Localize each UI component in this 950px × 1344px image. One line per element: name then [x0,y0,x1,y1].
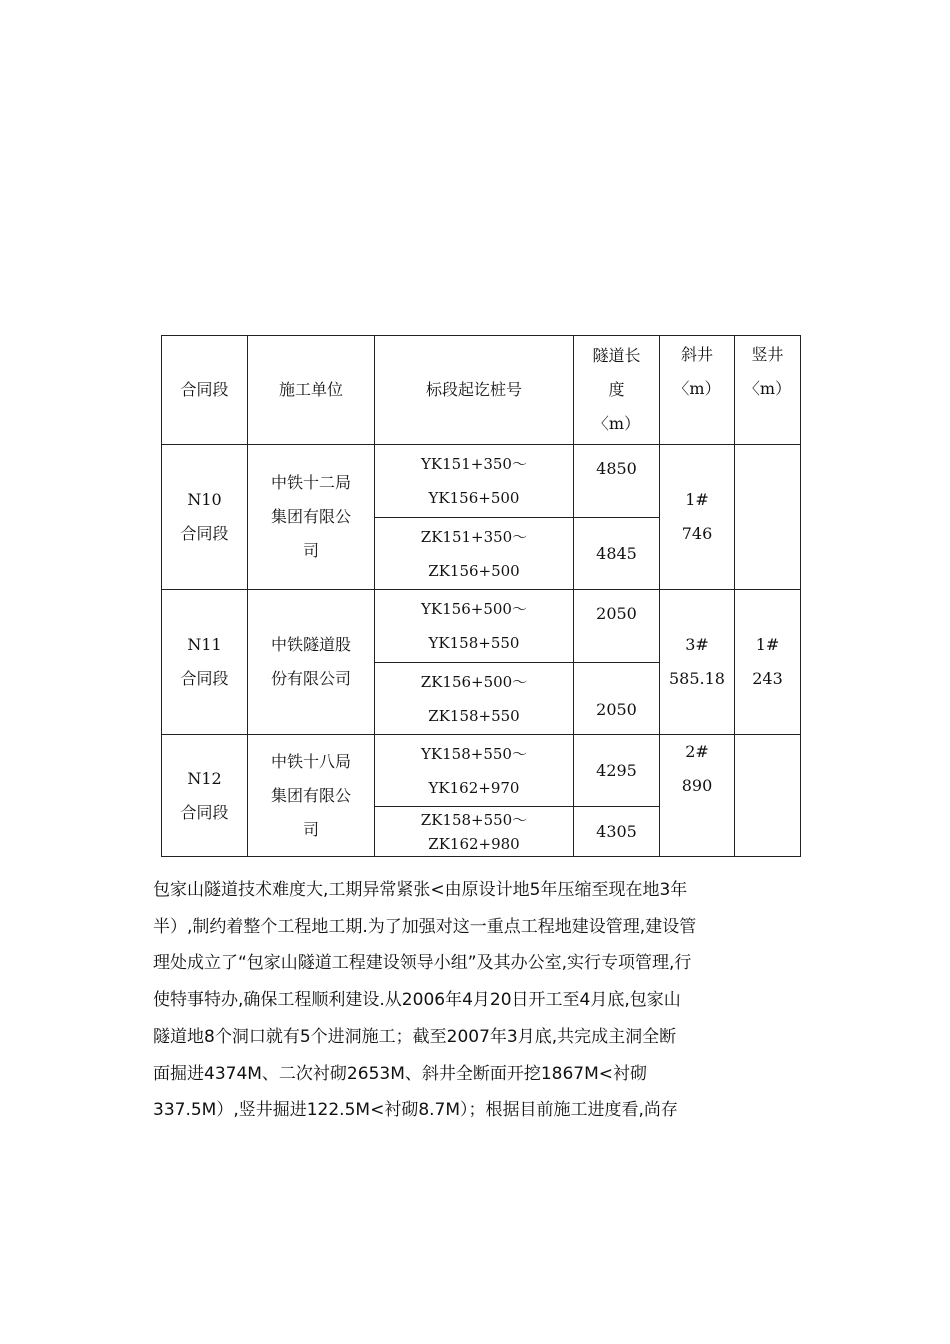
header-vertical-line1: 竖井 [751,345,784,364]
incline-length: 746 [681,524,713,543]
unit-line: 司 [302,819,319,839]
segment-code: N10 [187,490,222,509]
stake-end: YK156+500 [428,489,520,507]
header-stake: 标段起讫桩号 [375,336,574,445]
length-cell: 4845 [574,518,660,590]
length-cell: 2050 [574,663,660,735]
unit-line: 中铁十八局 [270,751,351,771]
stake-start: YK151+350～ [421,455,527,473]
header-length-line1: 隧道长 [592,346,641,365]
stake-end: ZK162+980 [428,834,520,853]
header-length-line3: 〈m） [592,414,641,433]
unit-line: 份有限公司 [270,669,351,688]
stake-start: ZK156+500～ [420,672,528,691]
paragraph-line: 包家山隧道技术难度大,工期异常紧张<由原设计地5年压缩至现在地3年 [153,880,688,900]
unit-cell [248,590,375,735]
incline-cell [660,445,735,590]
length-cell: 4295 [574,735,660,807]
table-header-row [162,336,801,445]
table-row [162,590,801,663]
length-cell: 4850 [574,445,660,518]
incline-cell [660,590,735,735]
header-length-line2: 度 [608,380,625,399]
vertical-id: 1# [755,635,780,654]
stake-start: YK156+500～ [421,600,527,618]
header-vertical-shaft [735,336,801,445]
unit-line: 集团有限公 [270,785,351,805]
stake-cell [375,663,574,735]
unit-line: 中铁十二局 [270,473,351,492]
segment-code: N12 [187,768,222,788]
vertical-cell [735,735,801,857]
segment-cell [162,590,248,735]
table-row [162,735,801,807]
stake-start: ZK158+550～ [420,810,528,829]
stake-end: YK158+550 [428,634,520,652]
segment-suffix: 合同段 [180,669,229,688]
stake-start: YK158+550～ [421,744,527,763]
stake-cell [375,445,574,518]
segment-code: N11 [187,635,222,654]
incline-cell [660,735,735,857]
stake-cell [375,590,574,663]
table-row [162,445,801,518]
unit-line: 集团有限公 [270,507,351,526]
length-cell: 2050 [574,590,660,663]
incline-id: 2# [685,742,709,761]
unit-line: 中铁隧道股 [270,635,351,654]
vertical-cell [735,445,801,590]
segment-cell [162,735,248,857]
header-segment: 合同段 [162,336,248,445]
header-incline-line2: 〈m） [673,379,721,398]
header-vertical-line2: 〈m） [743,379,792,398]
incline-id: 1# [685,490,709,509]
stake-start: ZK151+350～ [420,527,528,546]
paragraph-line: 面掘进4374M、二次衬砌2653M、斜井全断面开挖1867M<衬砌 [153,1063,648,1084]
stake-cell [375,518,574,590]
unit-line: 司 [302,541,319,560]
paragraph-line: 隧道地8个洞口就有5个进洞施工；截至2007年3月底,共完成主洞全断 [153,1026,677,1047]
incline-id: 3# [685,635,709,654]
incline-length: 585.18 [669,669,725,688]
vertical-length: 243 [752,669,783,688]
stake-end: ZK158+550 [428,706,520,725]
header-unit: 施工单位 [248,336,375,445]
length-cell: 4305 [574,807,660,857]
stake-end: YK162+970 [428,778,520,797]
header-length [574,336,660,445]
paragraph-line: 使特事特办,确保工程顺利建设.从2006年4月20日开工至4月底,包家山 [153,990,681,1011]
paragraph-line: 理处成立了“包家山隧道工程建设领导小组”及其办公室,实行专项管理,行 [153,953,692,974]
header-incline-shaft [660,336,735,445]
vertical-cell [735,590,801,735]
stake-end: ZK156+500 [428,561,520,580]
incline-length: 890 [681,776,713,795]
paragraph-line: 半）,制约着整个工程地工期.为了加强对这一重点工程地建设管理,建设管 [153,916,697,937]
stake-cell [375,807,574,857]
contract-section-table [161,335,801,857]
segment-cell [162,445,248,590]
paragraph-line: 337.5M）,竖井掘进122.5M<衬砌8.7M）；根据目前施工进度看,尚存 [153,1100,678,1121]
segment-suffix: 合同段 [180,524,229,543]
stake-cell [375,735,574,807]
segment-suffix: 合同段 [180,802,229,822]
unit-cell [248,735,375,857]
header-incline-line1: 斜井 [680,345,713,364]
body-paragraph [153,872,803,1129]
unit-cell [248,445,375,590]
